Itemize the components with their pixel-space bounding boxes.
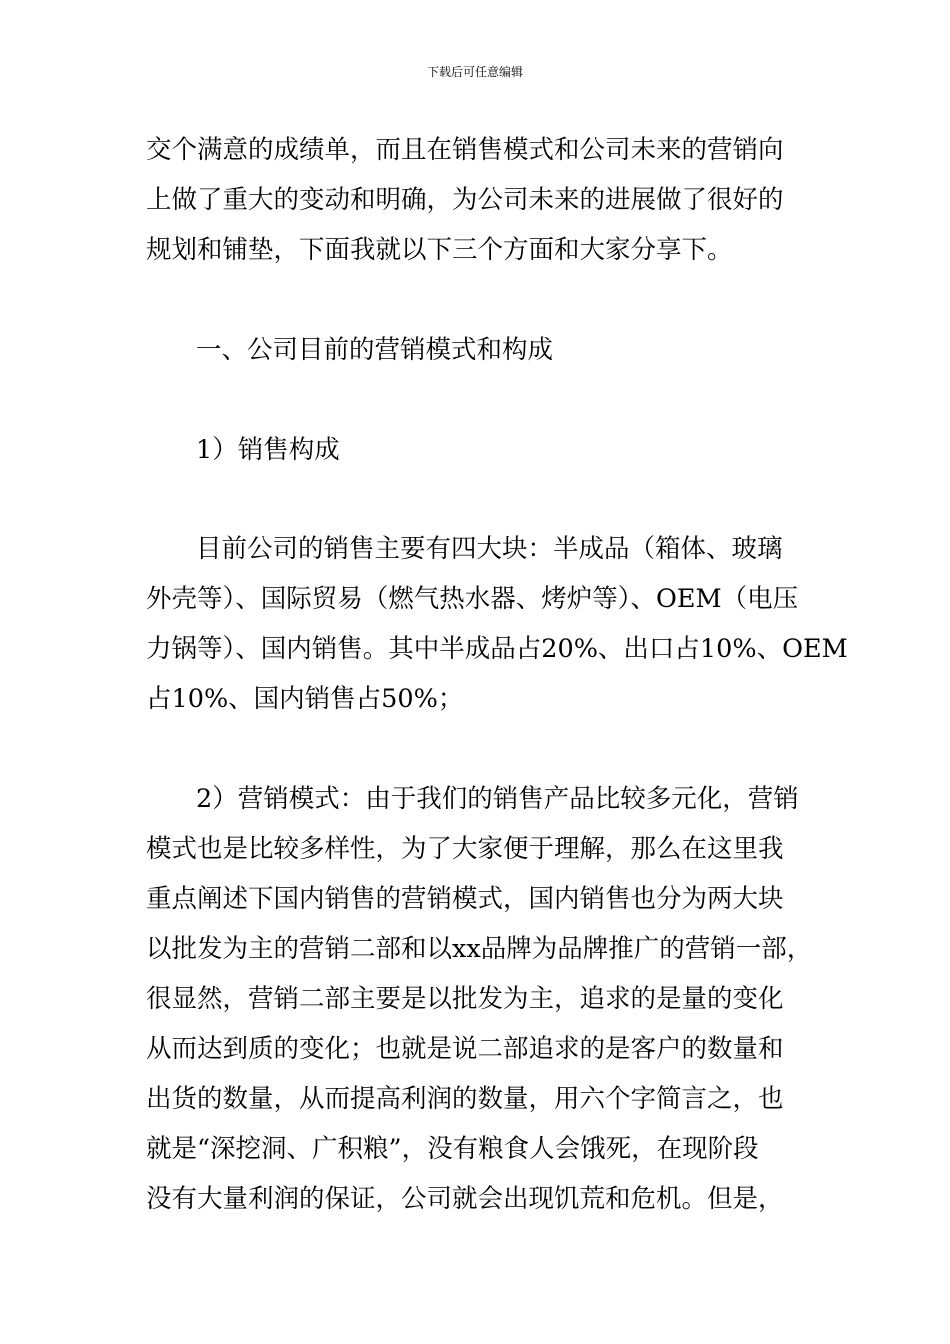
page-header: 下载后可任意编辑 — [426, 65, 523, 79]
body-line: 规划和铺垫，下面我就以下三个方面和大家分享下。 — [146, 235, 733, 265]
body-line: 没有大量利润的保证，公司就会出现饥荒和危机。但是， — [146, 1184, 784, 1214]
section-heading: 一、公司目前的营销模式和构成 — [196, 335, 554, 365]
body-line: 很显然，营销二部主要是以批发为主，追求的是量的变化 — [146, 984, 784, 1014]
body-line: 重点阐述下国内销售的营销模式，国内销售也分为两大块 — [146, 884, 784, 914]
body-line: 上做了重大的变动和明确，为公司未来的进展做了很好的 — [146, 185, 784, 215]
body-line: 交个满意的成绩单，而且在销售模式和公司未来的营销向 — [146, 135, 784, 165]
body-line: 从而达到质的变化；也就是说二部追求的是客户的数量和 — [146, 1034, 784, 1064]
body-line: 外壳等）、国际贸易（燃气热水器、烤炉等）、OEM（电压 — [146, 584, 799, 614]
body-line: 以批发为主的营销二部和以xx品牌为品牌推广的营销一部， — [146, 934, 813, 964]
body-line: 2）营销模式：由于我们的销售产品比较多元化，营销 — [196, 784, 799, 814]
body-line: 就是“深挖洞、广积粮”，没有粮食人会饿死，在现阶段 — [146, 1134, 759, 1164]
body-line: 模式也是比较多样性，为了大家便于理解，那么在这里我 — [146, 834, 784, 864]
body-line: 目前公司的销售主要有四大块：半成品（箱体、玻璃 — [196, 534, 783, 564]
body-line: 力锅等）、国内销售。其中半成品占20%、出口占10%、OEM — [146, 634, 848, 664]
body-line: 占10%、国内销售占50%； — [146, 684, 464, 714]
subsection-heading: 1）销售构成 — [196, 435, 340, 465]
body-line: 出货的数量，从而提高利润的数量，用六个字简言之，也 — [146, 1084, 784, 1114]
